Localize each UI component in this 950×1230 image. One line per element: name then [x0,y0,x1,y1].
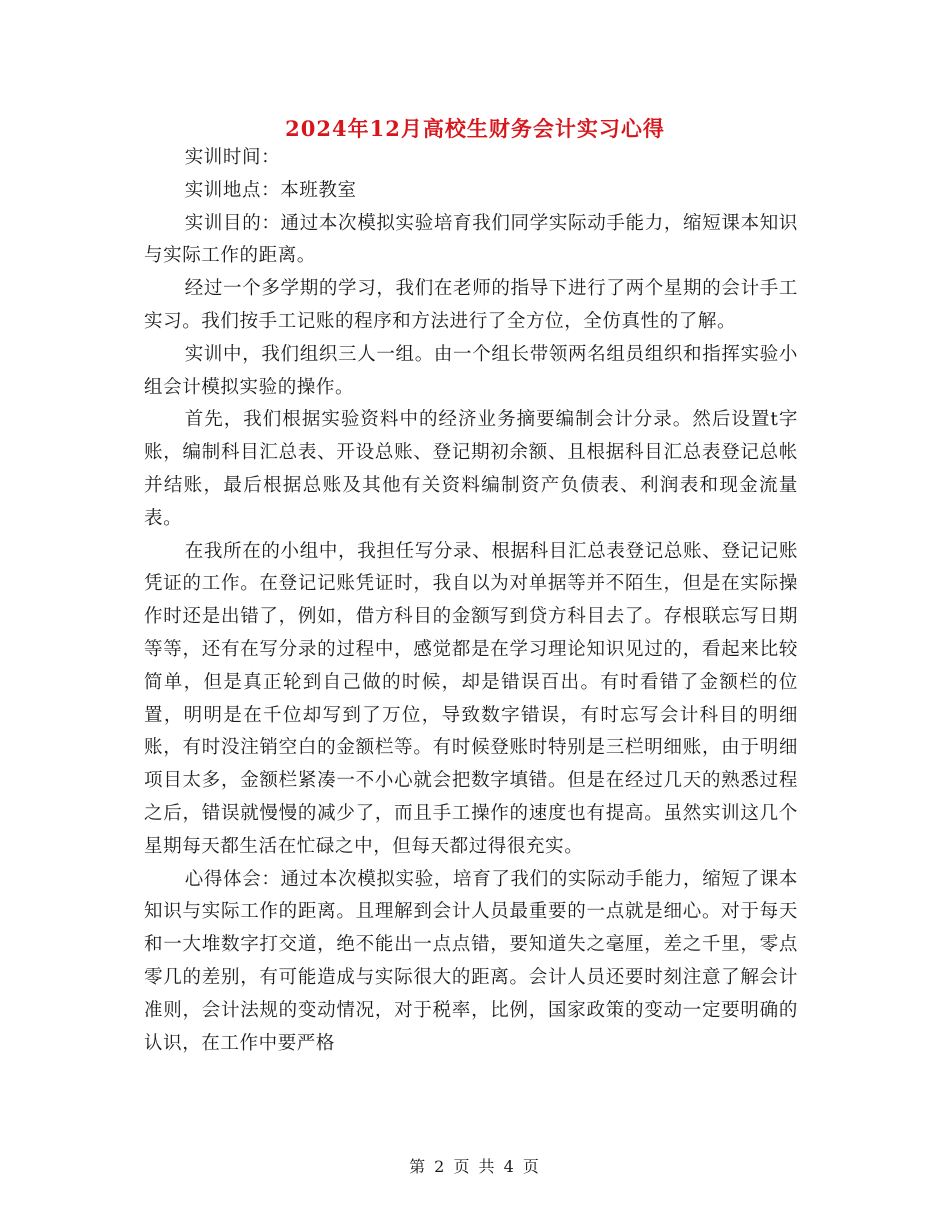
document-body [144,142,798,1060]
paragraph-reflections: 心得体会：通过本次模拟实验，培育了我们的实际动手能力，缩短了课本知识与实际工作的距离。且理解到会计人员最重要的一点就是细心。对于每天和一大堆数字打交道，绝不能出一点点错，要知道失之毫厘，差之千里，零点零几的差别，有可能造成与实际很大的距离。会计人员还要时刻注意了解会计准则，会计法规的变动情况，对于税率，比例，国家政策的变动一定要明确的认识，在工作中要严格 [144,868,798,1054]
paragraph-training-time: 实训时间： [184,147,281,168]
paragraph-overview: 经过一个多学期的学习，我们在老师的指导下进行了两个星期的会计手工实习。我们按手工记账的程序和方法进行了全方位，全仿真性的了解。 [144,278,798,332]
paragraph-personal-role: 在我所在的小组中，我担任写分录、根据科目汇总表登记总账、登记记账凭证的工作。在登记记账凭证时，我自以为对单据等并不陌生，但是在实际操作时还是出错了，例如，借方科目的金额写到贷方科目去了。存根联忘写日期等等，还有在写分录的过程中，感觉都是在学习理论知识见过的，看起来比较简单，但是真正轮到自己做的时候，却是错误百出。有时看错了金额栏的位置，明明是在千位却写到了万位，导致数字错误，有时忘写会计科目的明细账，有时没注销空白的金额栏等。有时候登账时特别是三栏明细账，由于明细项目太多，金额栏紧凑一不小心就会把数字填错。但是在经过几天的熟悉过程之后，错误就慢慢的减少了，而且手工操作的速度也有提高。虽然实训这几个星期每天都生活在忙碌之中，但每天都过得很充实。 [144,540,798,857]
paragraph-group-organization: 实训中，我们组织三人一组。由一个组长带领两名组员组织和指挥实验小组会计模拟实验的操作。 [144,343,798,398]
document-title: 2024年12月高校生财务会计实习心得 [285,116,665,141]
paragraph-training-purpose: 实训目的：通过本次模拟实验培育我们同学实际动手能力，缩短课本知识与实际工作的距离。 [144,212,798,267]
paragraph-procedure: 首先，我们根据实验资料中的经济业务摘要编制会计分录。然后设置t字账，编制科目汇总表、开设总账、登记期初余额、且根据科目汇总表登记总帐并结账，最后根据总账及其他有关资料编制资产负债表、利润表和现金流量表。 [144,409,798,529]
paragraph-training-location: 实训地点：本班教室 [184,179,357,201]
page-number-footer: 第 2 页 共 4 页 [409,1157,541,1176]
